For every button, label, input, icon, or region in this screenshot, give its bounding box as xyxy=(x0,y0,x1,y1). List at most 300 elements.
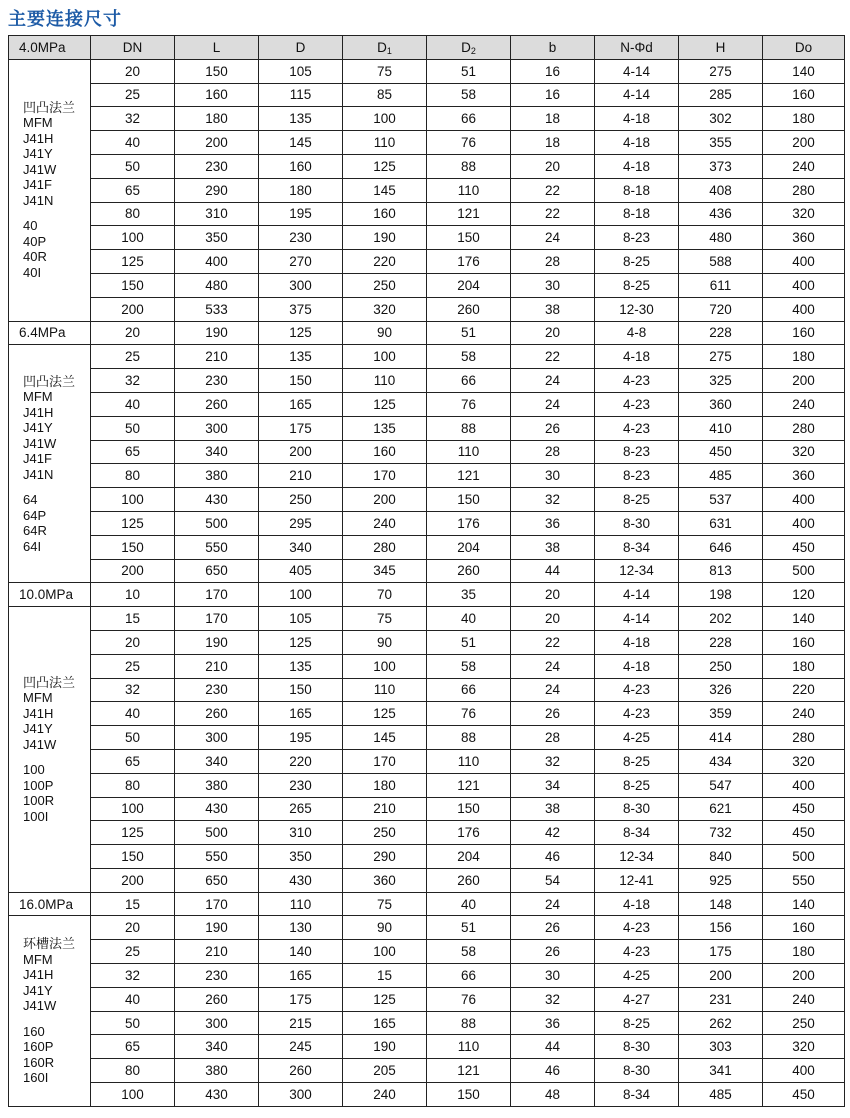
table-cell: 110 xyxy=(259,892,343,916)
table-cell: 140 xyxy=(763,607,845,631)
table-cell: 125 xyxy=(343,987,427,1011)
table-row xyxy=(9,1083,845,1107)
table-cell: 135 xyxy=(343,416,427,440)
table-cell: 450 xyxy=(763,821,845,845)
model-code: 64I xyxy=(23,538,42,554)
model-name: J41H xyxy=(23,130,54,146)
table-cell: 260 xyxy=(427,297,511,321)
table-cell: 4-23 xyxy=(595,392,679,416)
table-row xyxy=(9,440,845,464)
table-cell: 22 xyxy=(511,345,595,369)
table-cell: 4-14 xyxy=(595,59,679,83)
table-cell: 32 xyxy=(91,964,175,988)
table-cell: 190 xyxy=(343,226,427,250)
table-cell: 38 xyxy=(511,535,595,559)
column-header: Do xyxy=(763,36,845,60)
table-cell: 24 xyxy=(511,654,595,678)
table-cell: 165 xyxy=(259,392,343,416)
table-cell: 88 xyxy=(427,726,511,750)
table-cell: 100 xyxy=(91,1083,175,1107)
table-cell: 80 xyxy=(91,773,175,797)
table-cell: 76 xyxy=(427,131,511,155)
table-cell: 300 xyxy=(175,416,259,440)
model-name: 环槽法兰 xyxy=(23,936,76,952)
table-cell: 32 xyxy=(91,678,175,702)
table-cell: 360 xyxy=(763,464,845,488)
table-cell: 65 xyxy=(91,1035,175,1059)
column-header: b xyxy=(511,36,595,60)
table-cell: 4-14 xyxy=(595,607,679,631)
table-cell: 611 xyxy=(679,273,763,297)
table-cell: 180 xyxy=(763,940,845,964)
table-cell: 260 xyxy=(427,559,511,583)
table-cell: 280 xyxy=(763,178,845,202)
table-cell: 28 xyxy=(511,250,595,274)
table-cell: 150 xyxy=(175,59,259,83)
table-cell: 320 xyxy=(343,297,427,321)
table-cell: 202 xyxy=(679,607,763,631)
table-cell: 20 xyxy=(511,154,595,178)
table-cell: 30 xyxy=(511,273,595,297)
dimension-table xyxy=(8,35,845,1107)
table-cell: 121 xyxy=(427,1059,511,1083)
table-cell: 300 xyxy=(259,1083,343,1107)
table-cell: 300 xyxy=(259,273,343,297)
table-cell: 430 xyxy=(175,1083,259,1107)
table-cell: 121 xyxy=(427,773,511,797)
table-row xyxy=(9,1011,845,1035)
table-cell: 76 xyxy=(427,987,511,1011)
table-cell: 80 xyxy=(91,1059,175,1083)
table-cell: 150 xyxy=(91,845,175,869)
table-cell: 350 xyxy=(175,226,259,250)
table-cell: 145 xyxy=(343,178,427,202)
table-cell: 12-30 xyxy=(595,297,679,321)
table-cell: 15 xyxy=(91,607,175,631)
table-cell: 180 xyxy=(763,107,845,131)
table-cell: 280 xyxy=(763,416,845,440)
table-row xyxy=(9,392,845,416)
table-cell: 80 xyxy=(91,202,175,226)
model-code: 40P xyxy=(23,233,47,249)
table-cell: 500 xyxy=(175,821,259,845)
model-code: 160I xyxy=(23,1070,49,1086)
table-cell: 405 xyxy=(259,559,343,583)
table-cell: 12-41 xyxy=(595,868,679,892)
table-cell: 230 xyxy=(259,773,343,797)
table-row xyxy=(9,511,845,535)
table-row xyxy=(9,1035,845,1059)
table-cell: 485 xyxy=(679,464,763,488)
model-name: J41F xyxy=(23,451,52,467)
table-cell: 40 xyxy=(91,392,175,416)
table-cell: 360 xyxy=(679,392,763,416)
table-row xyxy=(9,559,845,583)
table-cell: 4-8 xyxy=(595,321,679,345)
table-cell: 40 xyxy=(91,702,175,726)
table-cell: 12-34 xyxy=(595,559,679,583)
table-cell: 8-30 xyxy=(595,1035,679,1059)
model-name: J41Y xyxy=(23,146,53,162)
table-row xyxy=(9,987,845,1011)
table-cell: 260 xyxy=(175,702,259,726)
table-cell: 150 xyxy=(427,797,511,821)
table-cell: 150 xyxy=(427,488,511,512)
table-cell: 260 xyxy=(175,987,259,1011)
table-cell: 220 xyxy=(259,749,343,773)
table-cell: 210 xyxy=(259,464,343,488)
table-cell: 16 xyxy=(511,83,595,107)
table-cell: 75 xyxy=(343,892,427,916)
table-cell: 290 xyxy=(343,845,427,869)
table-cell: 220 xyxy=(343,250,427,274)
table-cell: 140 xyxy=(259,940,343,964)
model-code: 64R xyxy=(23,523,47,539)
table-row xyxy=(9,369,845,393)
model-name: J41H xyxy=(23,967,54,983)
model-code: 40 xyxy=(23,218,38,234)
table-cell: 125 xyxy=(343,702,427,726)
table-cell: 4-18 xyxy=(595,107,679,131)
table-body xyxy=(9,36,845,1107)
table-cell: 250 xyxy=(343,821,427,845)
table-cell: 180 xyxy=(763,654,845,678)
table-cell: 285 xyxy=(679,83,763,107)
model-name: 凹凸法兰 xyxy=(23,99,76,115)
table-cell: 110 xyxy=(343,131,427,155)
table-cell: 240 xyxy=(343,1083,427,1107)
table-cell: 341 xyxy=(679,1059,763,1083)
table-cell: 4-23 xyxy=(595,702,679,726)
table-cell: 550 xyxy=(763,868,845,892)
table-cell: 400 xyxy=(763,511,845,535)
model-code: 100 xyxy=(23,762,45,778)
table-cell: 176 xyxy=(427,821,511,845)
page-title: 主要连接尺寸 xyxy=(8,9,122,29)
table-cell: 170 xyxy=(343,749,427,773)
table-row xyxy=(9,226,845,250)
table-row xyxy=(9,702,845,726)
table-cell: 150 xyxy=(427,1083,511,1107)
table-cell: 110 xyxy=(427,178,511,202)
table-row xyxy=(9,821,845,845)
table-cell: 24 xyxy=(511,892,595,916)
model-name: J41W xyxy=(23,998,57,1014)
model-name: J41F xyxy=(23,177,52,193)
table-cell: 4-18 xyxy=(595,154,679,178)
table-cell: 8-25 xyxy=(595,488,679,512)
column-header: $D_1$ xyxy=(343,36,427,60)
table-row xyxy=(9,83,845,107)
table-cell: 631 xyxy=(679,511,763,535)
table-cell: 340 xyxy=(175,749,259,773)
table-cell: 326 xyxy=(679,678,763,702)
table-cell: 120 xyxy=(763,583,845,607)
group-spacer xyxy=(23,208,90,218)
table-row xyxy=(9,202,845,226)
model-name: J41H xyxy=(23,404,54,420)
table-cell: 533 xyxy=(175,297,259,321)
table-cell: 50 xyxy=(91,1011,175,1035)
table-cell: 340 xyxy=(175,440,259,464)
table-cell: 380 xyxy=(175,1059,259,1083)
table-cell: 303 xyxy=(679,1035,763,1059)
table-cell: 170 xyxy=(175,607,259,631)
table-cell: 22 xyxy=(511,630,595,654)
table-cell: 66 xyxy=(427,678,511,702)
table-cell: 32 xyxy=(91,369,175,393)
table-cell: 204 xyxy=(427,273,511,297)
table-cell: 58 xyxy=(427,940,511,964)
table-row xyxy=(9,131,845,155)
table-cell: 355 xyxy=(679,131,763,155)
table-cell: 4-18 xyxy=(595,892,679,916)
model-code: 100P xyxy=(23,777,54,793)
table-cell: 125 xyxy=(343,392,427,416)
table-cell: 200 xyxy=(763,369,845,393)
table-row xyxy=(9,630,845,654)
model-name: MFM xyxy=(23,690,53,706)
group-spacer xyxy=(23,482,90,492)
table-cell: 250 xyxy=(679,654,763,678)
table-cell: 156 xyxy=(679,916,763,940)
table-cell: 245 xyxy=(259,1035,343,1059)
table-cell: 400 xyxy=(763,297,845,321)
table-cell: 125 xyxy=(343,154,427,178)
table-cell: 175 xyxy=(259,416,343,440)
table-cell: 4-23 xyxy=(595,369,679,393)
table-cell: 65 xyxy=(91,178,175,202)
table-cell: 125 xyxy=(259,630,343,654)
column-header: DN xyxy=(91,36,175,60)
table-cell: 32 xyxy=(511,749,595,773)
table-cell: 360 xyxy=(763,226,845,250)
table-cell: 18 xyxy=(511,107,595,131)
table-cell: 537 xyxy=(679,488,763,512)
table-cell: 275 xyxy=(679,59,763,83)
table-cell: 310 xyxy=(259,821,343,845)
table-cell: 22 xyxy=(511,178,595,202)
table-cell: 170 xyxy=(343,464,427,488)
table-cell: 38 xyxy=(511,297,595,321)
table-cell: 28 xyxy=(511,726,595,750)
table-cell: 190 xyxy=(343,1035,427,1059)
pressure-label: 4.0MPa xyxy=(9,36,91,60)
table-cell: 25 xyxy=(91,345,175,369)
table-row xyxy=(9,154,845,178)
table-row xyxy=(9,964,845,988)
table-cell: 4-25 xyxy=(595,726,679,750)
table-cell: 121 xyxy=(427,464,511,488)
table-cell: 176 xyxy=(427,511,511,535)
table-cell: 40 xyxy=(427,892,511,916)
table-cell: 4-14 xyxy=(595,583,679,607)
table-row xyxy=(9,345,845,369)
table-cell: 190 xyxy=(175,321,259,345)
model-name: J41Y xyxy=(23,420,53,436)
table-cell: 110 xyxy=(343,369,427,393)
table-cell: 550 xyxy=(175,535,259,559)
table-cell: 51 xyxy=(427,321,511,345)
table-cell: 44 xyxy=(511,559,595,583)
table-cell: 24 xyxy=(511,226,595,250)
table-cell: 480 xyxy=(679,226,763,250)
table-cell: 90 xyxy=(343,630,427,654)
table-row xyxy=(9,940,845,964)
model-code: 160R xyxy=(23,1054,55,1070)
model-name: J41Y xyxy=(23,982,53,998)
table-cell: 732 xyxy=(679,821,763,845)
table-cell: 320 xyxy=(763,440,845,464)
table-cell: 54 xyxy=(511,868,595,892)
table-cell: 58 xyxy=(427,654,511,678)
table-row xyxy=(9,607,845,631)
table-cell: 8-23 xyxy=(595,226,679,250)
table-cell: 400 xyxy=(763,1059,845,1083)
table-cell: 195 xyxy=(259,202,343,226)
table-cell: 40 xyxy=(91,131,175,155)
table-cell: 205 xyxy=(343,1059,427,1083)
table-cell: 280 xyxy=(763,726,845,750)
table-cell: 430 xyxy=(175,488,259,512)
table-cell: 175 xyxy=(679,940,763,964)
table-cell: 46 xyxy=(511,845,595,869)
table-cell: 180 xyxy=(259,178,343,202)
table-cell: 290 xyxy=(175,178,259,202)
table-cell: 210 xyxy=(175,940,259,964)
table-cell: 480 xyxy=(175,273,259,297)
table-row xyxy=(9,678,845,702)
table-cell: 200 xyxy=(259,440,343,464)
table-row xyxy=(9,845,845,869)
model-code: 100R xyxy=(23,793,55,809)
table-cell: 410 xyxy=(679,416,763,440)
table-cell: 230 xyxy=(175,369,259,393)
table-cell: 646 xyxy=(679,535,763,559)
column-header: D xyxy=(259,36,343,60)
table-row xyxy=(9,488,845,512)
model-name: J41N xyxy=(23,192,54,208)
table-row xyxy=(9,178,845,202)
model-group xyxy=(9,916,91,1106)
table-cell: 300 xyxy=(175,1011,259,1035)
table-cell: 110 xyxy=(343,678,427,702)
table-cell: 200 xyxy=(91,868,175,892)
table-cell: 50 xyxy=(91,416,175,440)
table-cell: 198 xyxy=(679,583,763,607)
table-cell: 32 xyxy=(511,488,595,512)
table-cell: 75 xyxy=(343,59,427,83)
table-cell: 66 xyxy=(427,107,511,131)
table-cell: 160 xyxy=(343,202,427,226)
table-row xyxy=(9,654,845,678)
table-cell: 32 xyxy=(511,987,595,1011)
table-cell: 8-30 xyxy=(595,511,679,535)
model-code: 64 xyxy=(23,492,38,508)
model-name: J41H xyxy=(23,705,54,721)
table-cell: 35 xyxy=(427,583,511,607)
table-cell: 400 xyxy=(763,488,845,512)
model-code: 160 xyxy=(23,1023,45,1039)
table-cell: 8-18 xyxy=(595,202,679,226)
table-cell: 100 xyxy=(91,797,175,821)
table-cell: 8-30 xyxy=(595,797,679,821)
table-cell: 70 xyxy=(343,583,427,607)
table-cell: 8-23 xyxy=(595,440,679,464)
table-cell: 813 xyxy=(679,559,763,583)
table-cell: 373 xyxy=(679,154,763,178)
table-cell: 210 xyxy=(175,654,259,678)
table-cell: 265 xyxy=(259,797,343,821)
table-cell: 450 xyxy=(679,440,763,464)
table-cell: 88 xyxy=(427,1011,511,1035)
table-row xyxy=(9,773,845,797)
table-cell: 140 xyxy=(763,59,845,83)
table-row xyxy=(9,416,845,440)
model-code: 40R xyxy=(23,249,47,265)
subscript: 2 xyxy=(470,45,476,56)
table-cell: 8-25 xyxy=(595,773,679,797)
model-code: 160P xyxy=(23,1039,54,1055)
table-cell: 180 xyxy=(175,107,259,131)
table-cell: 200 xyxy=(343,488,427,512)
table-cell: 8-34 xyxy=(595,1083,679,1107)
table-cell: 8-25 xyxy=(595,1011,679,1035)
table-cell: 310 xyxy=(175,202,259,226)
table-cell: 30 xyxy=(511,464,595,488)
table-cell: 76 xyxy=(427,702,511,726)
table-cell: 34 xyxy=(511,773,595,797)
table-cell: 20 xyxy=(91,59,175,83)
table-cell: 250 xyxy=(343,273,427,297)
column-header: $D_2$ xyxy=(427,36,511,60)
table-cell: 4-14 xyxy=(595,83,679,107)
table-cell: 240 xyxy=(763,154,845,178)
table-cell: 160 xyxy=(763,630,845,654)
table-cell: 66 xyxy=(427,964,511,988)
table-cell: 200 xyxy=(91,559,175,583)
table-cell: 180 xyxy=(343,773,427,797)
table-cell: 150 xyxy=(91,535,175,559)
table-cell: 100 xyxy=(343,654,427,678)
table-cell: 110 xyxy=(427,440,511,464)
table-cell: 4-18 xyxy=(595,654,679,678)
table-cell: 18 xyxy=(511,131,595,155)
table-cell: 325 xyxy=(679,369,763,393)
table-cell: 450 xyxy=(763,797,845,821)
table-cell: 105 xyxy=(259,607,343,631)
table-cell: 340 xyxy=(175,1035,259,1059)
table-cell: 76 xyxy=(427,392,511,416)
model-code: 100I xyxy=(23,808,49,824)
table-cell: 400 xyxy=(763,273,845,297)
table-cell: 400 xyxy=(763,250,845,274)
table-cell: 200 xyxy=(91,297,175,321)
table-cell: 230 xyxy=(175,964,259,988)
table-cell: 450 xyxy=(763,535,845,559)
model-group xyxy=(9,59,91,321)
table-cell: 8-34 xyxy=(595,535,679,559)
table-cell: 115 xyxy=(259,83,343,107)
table-cell: 485 xyxy=(679,1083,763,1107)
table-cell: 200 xyxy=(763,131,845,155)
table-cell: 26 xyxy=(511,416,595,440)
table-cell: 8-18 xyxy=(595,178,679,202)
table-cell: 650 xyxy=(175,868,259,892)
table-cell: 190 xyxy=(175,630,259,654)
table-cell: 260 xyxy=(259,1059,343,1083)
table-cell: 210 xyxy=(343,797,427,821)
